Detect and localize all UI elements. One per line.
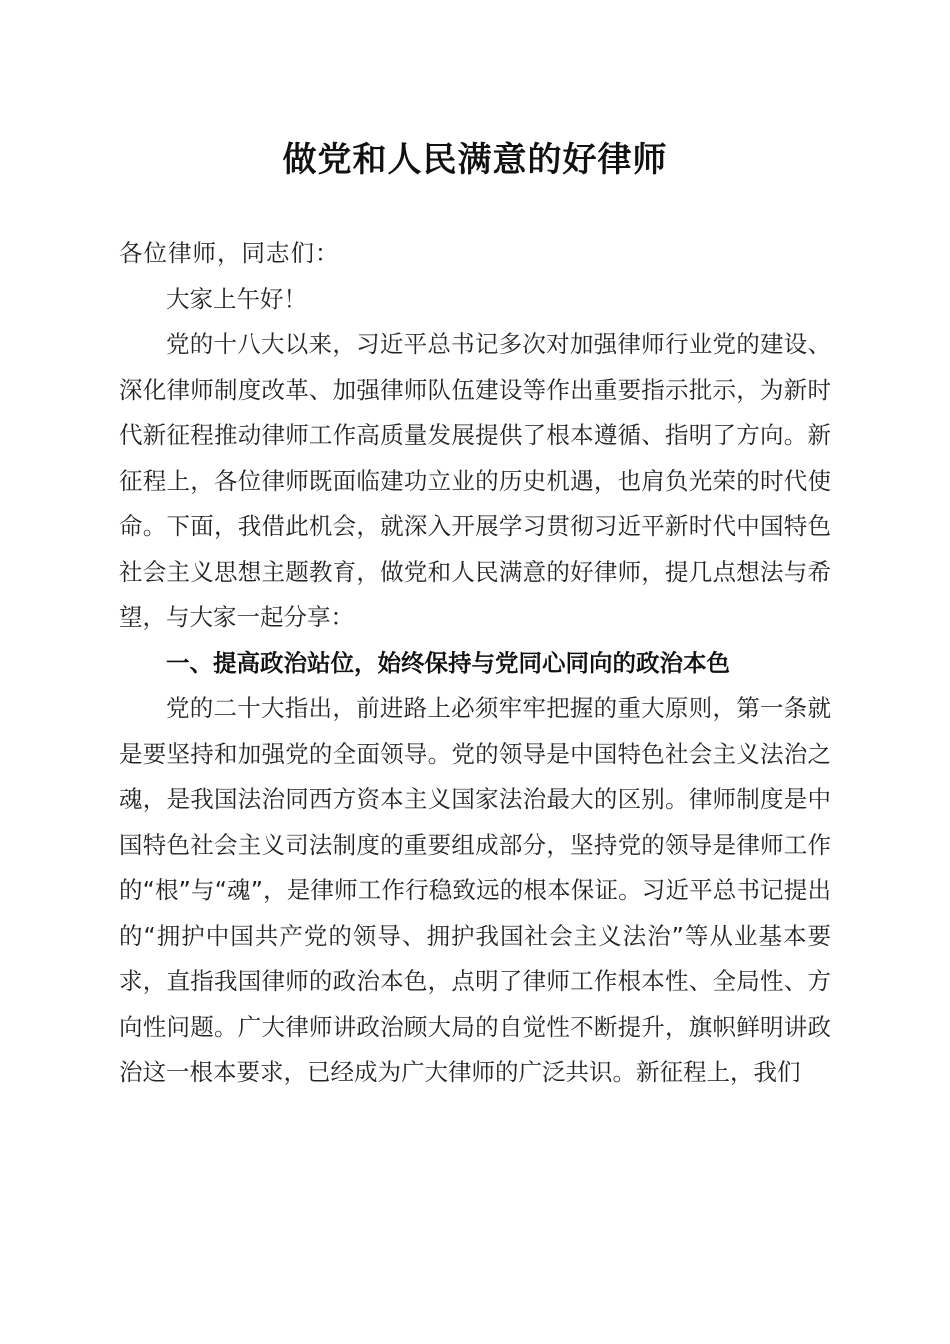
document-body [119, 231, 831, 1096]
greeting-line: 大家上午好！ [166, 284, 307, 313]
intro-paragraph: 党的十八大以来，习近平总书记多次对加强律师行业党的建设、深化律师制度改革、加强律师队伍建设等作出重要指示批示，为新时代新征程推动律师工作高质量发展提供了根本遵循、指明了方向。新征程上，各位律师既面临建功立业的历史机遇，也肩负光荣的时代使命。下面，我借此机会，就深入开展学习贯彻习近平新时代中国特色社会主义思想主题教育，做党和人民满意的好律师，提几点想法与希望，与大家一起分享： [119, 330, 831, 631]
salutation-line: 各位律师，同志们： [119, 239, 340, 267]
section-1-heading: 一、提高政治站位，始终保持与党同心同向的政治本色 [166, 648, 730, 677]
section-1-paragraph: 党的二十大指出，前进路上必须牢牢把握的重大原则，第一条就是要坚持和加强党的全面领导。党的领导是中国特色社会主义法治之魂，是我国法治同西方资本主义国家法治最大的区别。律师制度是中国特色社会主义司法制度的重要组成部分，坚持党的领导是律师工作的“根”与“魂”，是律师工作行稳致远的根本保证。习近平总书记提出的“拥护中国共产党的领导、拥护我国社会主义法治”等从业基本要求，直指我国律师的政治本色，点明了律师工作根本性、全局性、方向性问题。广大律师讲政治顾大局的自觉性不断提升，旗帜鲜明讲政治这一根本要求，已经成为广大律师的广泛共识。新征程上，我们 [119, 694, 831, 1086]
document-title: 做党和人民满意的好律师 [282, 140, 668, 180]
